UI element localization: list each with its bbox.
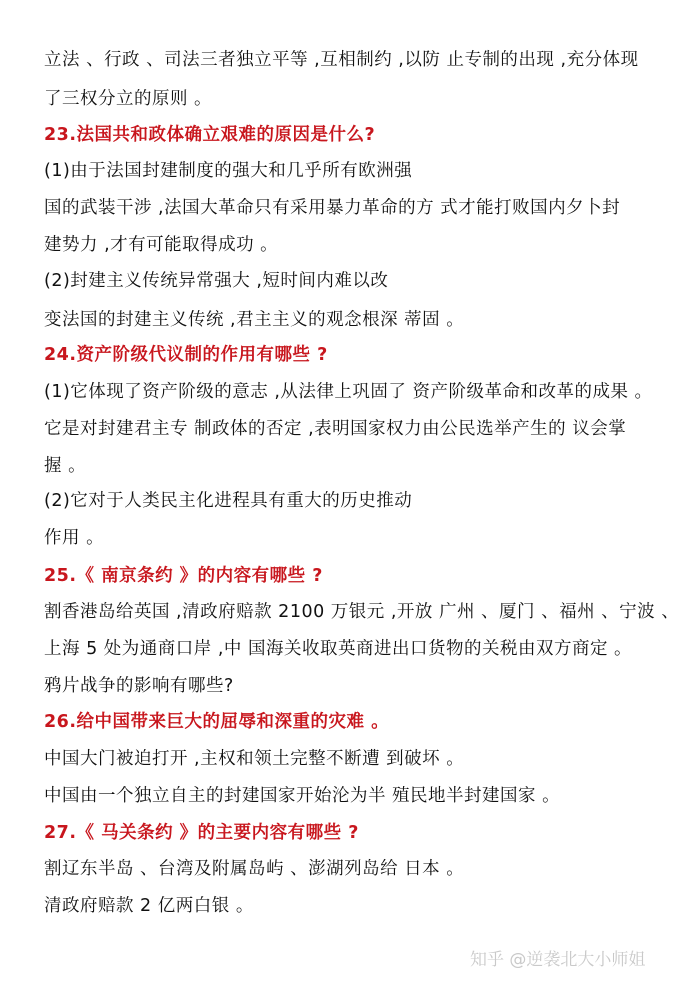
body-line: 割辽东半岛 、台湾及附属岛屿 、澎湖列岛给 日本 。 (44, 859, 465, 879)
body-line: (1)它体现了资产阶级的意志 ,从法律上巩固了 资产阶级革命和改革的成果 。 (44, 382, 653, 402)
body-line: (1)由于法国封建制度的强大和几乎所有欧洲强 (44, 161, 413, 181)
body-line: 国的武装干涉 ,法国大革命只有采用暴力革命的方 式才能打败国内夕卜封 (44, 198, 621, 218)
body-line: 鸦片战争的影响有哪些? (44, 676, 234, 696)
body-line: 立法 、行政 、司法三者独立平等 ,互相制约 ,以防 止专制的出现 ,充分体现 (44, 50, 639, 70)
body-line: (2)它对于人类民主化进程具有重大的历史推动 (44, 491, 413, 511)
body-line: 变法国的封建主义传统 ,君主主义的观念根深 蒂固 。 (44, 310, 465, 330)
body-line: 割香港岛给英国 ,清政府赔款 2100 万银元 ,开放 广州 、厦门 、福州 、宁波 、 (44, 602, 680, 622)
body-line: 上海 5 处为通商口岸 ,中 国海关收取英商进出口货物的关税由双方商定 。 (44, 639, 633, 659)
body-line: (2)封建主义传统异常强大 ,短时间内难以改 (44, 271, 389, 291)
question-heading: 25.《 南京条约 》的内容有哪些 ? (44, 566, 323, 586)
body-line: 作用 。 (44, 528, 105, 548)
body-line: 中国大门被迫打开 ,主权和领土完整不断遭 到破坏 。 (44, 749, 465, 769)
body-line: 建势力 ,才有可能取得成功 。 (44, 235, 279, 255)
body-line: 中国由一个独立自主的封建国家开始沦为半 殖民地半封建国家 。 (44, 786, 561, 806)
watermark: 知乎 @逆袭北大小师姐 (470, 950, 646, 970)
body-line: 它是对封建君主专 制政体的否定 ,表明国家权力由公民选举产生的 议会掌 (44, 419, 627, 439)
body-line: 了三权分立的原则 。 (44, 89, 213, 109)
question-heading: 23.法国共和政体确立艰难的原因是什么? (44, 125, 376, 145)
question-heading: 26.给中国带来巨大的屈辱和深重的灾难 。 (44, 712, 390, 732)
question-heading: 24.资产阶级代议制的作用有哪些 ? (44, 345, 328, 365)
body-line: 清政府赔款 2 亿两白银 。 (44, 896, 254, 916)
body-line: 握 。 (44, 456, 87, 476)
question-heading: 27.《 马关条约 》的主要内容有哪些 ? (44, 823, 359, 843)
